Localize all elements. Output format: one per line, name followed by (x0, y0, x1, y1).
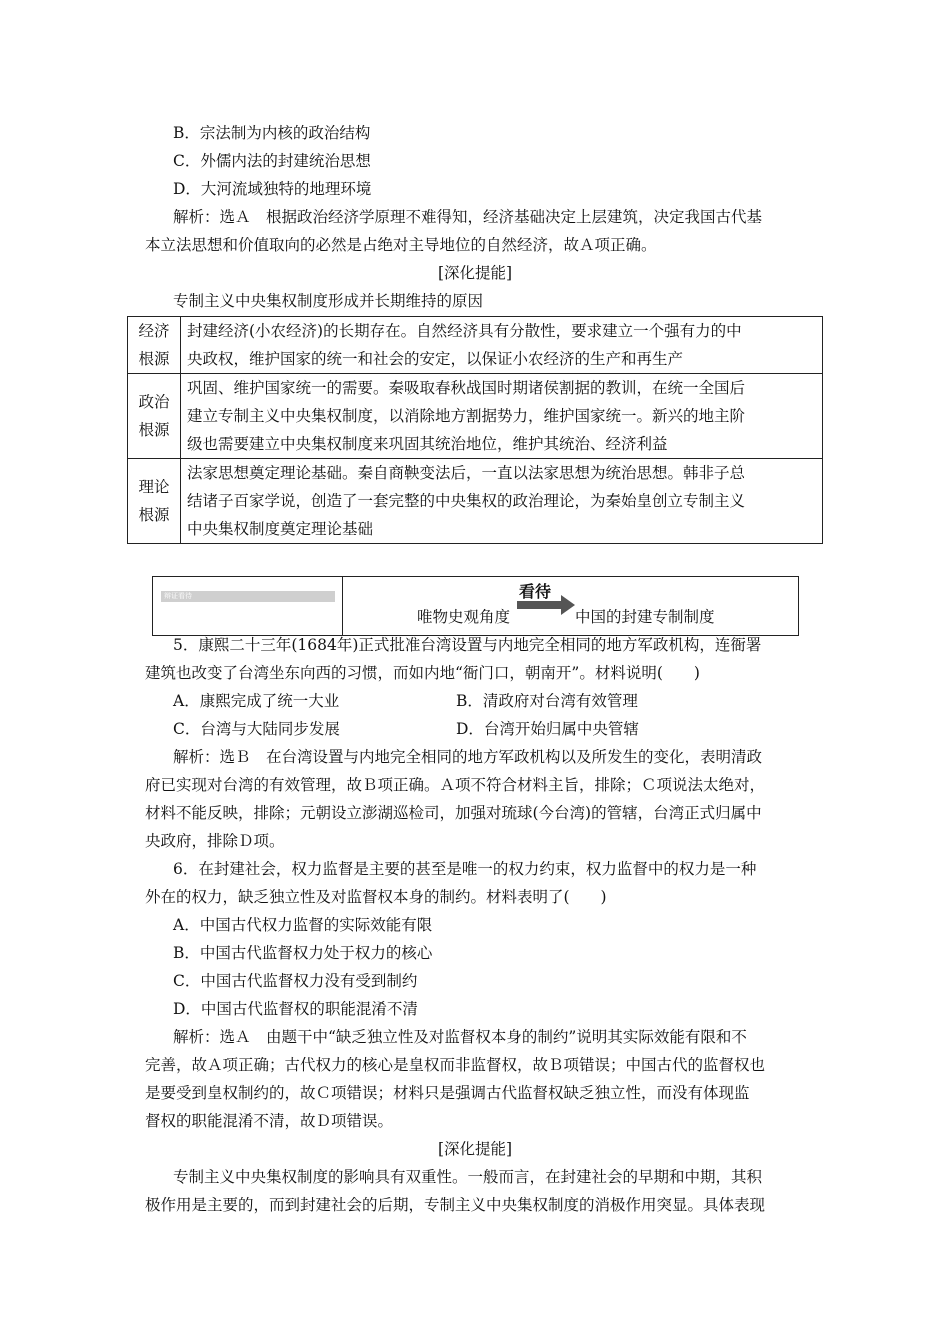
option-c: C．外儒内法的封建统治思想 (173, 152, 371, 170)
q5-analysis: 解析：选Ｂ 在台湾设置与内地完全相同的地方军政机构以及所发生的变化，表明清政 (173, 748, 763, 766)
option-d: D．大河流域独特的地理环境 (173, 180, 372, 198)
row-content: 法家思想奠定理论基础。秦自商鞅变法后，一直以法家思想为统治思想。韩非子总 结诸子百家学说，创造了一套完整的中央集权的政治理论，为秦始皇创立专制主义 中央集权制度奠定理论基础 (181, 459, 823, 544)
banner-tag: 辩证看待 (161, 591, 335, 602)
closing-paragraph: 专制主义中央集权制度的影响具有双重性。一般而言，在封建社会的早期和中期，其积 (173, 1168, 763, 1186)
closing-paragraph: 极作用是主要的，而到封建社会的后期，专制主义中央集权制度的消极作用突显。具体表现 (145, 1196, 766, 1214)
q6-option-c: C．中国古代监督权力没有受到制约 (173, 972, 418, 990)
q5-analysis: 材料不能反映，排除；元朝设立澎湖巡检司，加强对琉球(今台湾)的管辖，台湾正式归属中 (145, 804, 762, 822)
row-header: 经济 根源 (128, 317, 181, 374)
option-b: B．宗法制为内核的政治结构 (173, 124, 371, 142)
table-title: 专制主义中央集权制度形成并长期维持的原因 (173, 292, 484, 310)
row-header: 政治 根源 (128, 374, 181, 459)
q5-option-b: B．清政府对台湾有效管理 (456, 692, 638, 710)
q6-analysis: 解析：选Ａ 由题干中“缺乏独立性及对监督权本身的制约”说明其实际效能有限和不 (173, 1028, 747, 1046)
table-row (128, 459, 823, 544)
q6-stem: 6．在封建社会，权力监督是主要的甚至是唯一的权力约束，权力监督中的权力是一种 (173, 860, 757, 878)
q6-option-b: B．中国古代监督权力处于权力的核心 (173, 944, 433, 962)
deepen-heading: [深化提能] (437, 264, 513, 282)
row-header: 理论 根源 (128, 459, 181, 544)
q6-analysis: 完善，故Ａ项正确；古代权力的核心是皇权而非监督权，故Ｂ项错误；中国古代的监督权也 (145, 1056, 766, 1074)
analysis-line: 本立法思想和价值取向的必然是占绝对主导地位的自然经济，故Ａ项正确。 (145, 236, 657, 254)
q5-option-d: D．台湾开始归属中央管辖 (456, 720, 639, 738)
causes-table (127, 316, 823, 544)
banner-left-text: 唯物史观角度 (417, 608, 511, 626)
q5-analysis: 央政府，排除Ｄ项。 (145, 832, 285, 850)
q6-analysis: 督权的职能混淆不清，故Ｄ项错误。 (145, 1112, 394, 1130)
row-content: 巩固、维护国家统一的需要。秦吸取春秋战国时期诸侯割据的教训，在统一全国后 建立专制主义中央集权制度，以消除地方割据势力，维护国家统一。新兴的地主阶 级也需要建立中央集权制度来巩固其统治地位，维护其统治、经济利益 (181, 374, 823, 459)
q6-analysis: 是要受到皇权制约的，故Ｃ项错误；材料只是强调古代监督权缺乏独立性，而没有体现监 (145, 1084, 750, 1102)
table-row (128, 317, 823, 374)
dialectic-banner (152, 576, 799, 636)
banner-left-cell (153, 577, 343, 635)
arrow-icon: 看待 (517, 579, 575, 617)
q6-stem: 外在的权力，缺乏独立性及对监督权本身的制约。材料表明了( ) (145, 888, 607, 906)
q5-analysis: 府已实现对台湾的有效管理，故Ｂ项正确。Ａ项不符合材料主旨，排除；Ｃ项说法太绝对， (145, 776, 766, 794)
q6-option-d: D．中国古代监督权的职能混淆不清 (173, 1000, 418, 1018)
table-row (128, 374, 823, 459)
q5-option-a: A．康熙完成了统一大业 (173, 692, 340, 710)
q5-option-c: C．台湾与大陆同步发展 (173, 720, 340, 738)
q5-stem: 5．康熙二十三年(1684年)正式批准台湾设置与内地完全相同的地方军政机构，连衙署 (173, 636, 762, 654)
analysis-line: 解析：选Ａ 根据政治经济学原理不难得知，经济基础决定上层建筑，决定我国古代基 (173, 208, 763, 226)
banner-right-text: 中国的封建专制制度 (575, 608, 715, 626)
q5-stem: 建筑也改变了台湾坐东向西的习惯，而如内地“衙门口，朝南开”。材料说明( ) (145, 664, 700, 682)
q6-option-a: A．中国古代权力监督的实际效能有限 (173, 916, 433, 934)
row-content: 封建经济(小农经济)的长期存在。自然经济具有分散性，要求建立一个强有力的中 央政权，维护国家的统一和社会的安定，以保证小农经济的生产和再生产 (181, 317, 823, 374)
deepen-heading-2: [深化提能] (437, 1140, 513, 1158)
